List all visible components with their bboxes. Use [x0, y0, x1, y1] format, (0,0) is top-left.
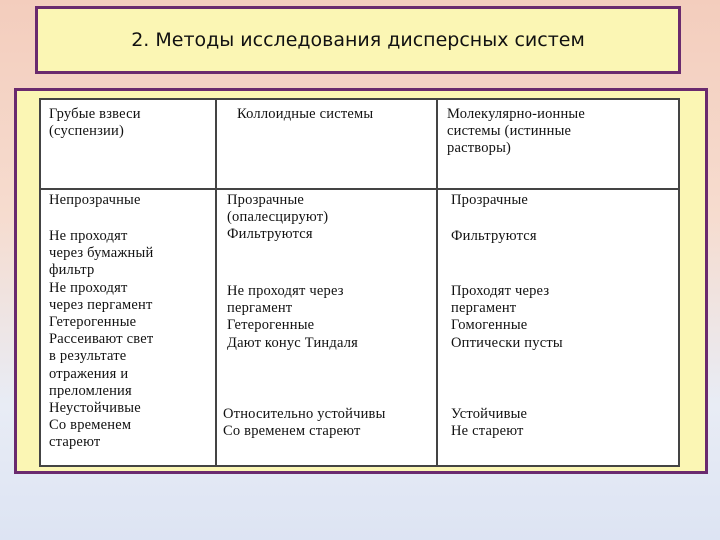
column-divider — [436, 100, 438, 465]
header-colloidal-systems: Коллоидные системы — [237, 106, 374, 122]
colloid-transparency: Прозрачные (опалесцируют) Фильтруются — [227, 192, 329, 243]
solution-filtration: Фильтруются — [451, 228, 537, 244]
colloid-stability: Относительно устойчивы Со временем стареют — [223, 406, 386, 440]
table-frame — [14, 88, 708, 474]
slide-title-box — [35, 6, 681, 74]
solution-transparency: Прозрачные — [451, 192, 529, 208]
coarse-transparency: Непрозрачные — [49, 192, 141, 208]
comparison-table — [39, 98, 680, 467]
solution-properties: Проходят через пергамент Гомогенные Оптически пусты — [451, 283, 563, 351]
solution-stability: Устойчивые Не стареют — [451, 406, 528, 440]
colloid-properties: Не проходят через пергамент Гетерогенные Дают конус Тиндаля — [227, 283, 359, 351]
column-divider — [215, 100, 217, 465]
header-true-solutions: Молекулярно-ионные системы (истинные растворы) — [447, 106, 586, 157]
header-divider — [41, 188, 678, 190]
coarse-properties: Не проходят через бумажный фильтр Не проходят через пергамент Гетерогенные Рассеивают свет в результате отражения и преломления Неустойчивые Со временем стареют — [49, 228, 154, 451]
header-coarse-suspensions: Грубые взвеси (суспензии) — [49, 106, 141, 140]
slide-title: 2. Методы исследования дисперсных систем — [131, 29, 585, 51]
